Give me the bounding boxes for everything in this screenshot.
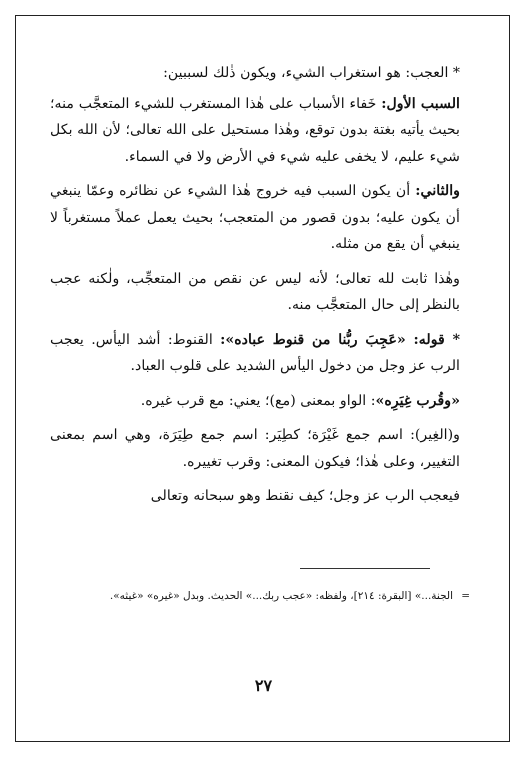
paragraph [50, 483, 460, 510]
paragraph-lead: السبب الأول: [381, 95, 460, 112]
paragraph-text: و(الغِير): اسم جمع غَيْرَة؛ كطِيَر: اسم جمع طِيَرَة، وهي اسم بمعنى التغيير، وعلى هٰذا؛ فيكون المعنى: وقرب تغييره. [50, 427, 460, 470]
paragraph-text: * العجب: هو استغراب الشيء، ويكون ذٰلك لسببين: [163, 65, 460, 81]
paragraph [50, 60, 460, 87]
footnote-marker: = [461, 590, 470, 602]
footnote [80, 586, 470, 606]
paragraph-lead: * قوله: «عَجِبَ ربُّنا من قنوط عباده»: [220, 331, 460, 348]
footnote-divider [300, 568, 430, 569]
paragraph-text: فيعجب الرب عز وجل؛ كيف نقنط وهو سبحانه وتعالى [150, 488, 460, 504]
paragraph-text: خَفاء الأسباب على هٰذا المستغرب للشيء المتعجَّب منه؛ بحيث يأتيه بغتة بدون توقع، وهٰذا مستحيل على الله تعالى؛ لأن الله بكل شيء عليم، لا يخفى عليه شيء في الأرض ولا في السماء. [50, 95, 460, 165]
page-number: ٢٧ [254, 676, 273, 695]
paragraph [50, 388, 460, 415]
paragraph [50, 327, 460, 380]
paragraph-text: أن يكون السبب فيه خروج هٰذا الشيء عن نظائره وعمّا ينبغي أن يكون عليه؛ بدون قصور من المتعجب؛ بحيث يعمل عملاً مستغرباً لا ينبغي أن يقع من مثله. [50, 183, 460, 252]
paragraph [50, 178, 460, 258]
paragraph-lead: والثاني: [415, 183, 460, 199]
paragraph [50, 422, 460, 475]
paragraph [50, 266, 460, 319]
paragraph-lead: «وقُرب غِيَرِه» [375, 392, 460, 409]
paragraph-text: : الواو بمعنى (مع)؛ يعني: مع قرب غيره. [140, 392, 376, 409]
paragraph-text: وهٰذا ثابت لله تعالى؛ لأنه ليس عن نقص من المتعجِّب، ولٰكنه عجب بالنظر إلى حال المتعجَّب منه. [50, 270, 460, 313]
paragraph-text: القنوط: أشد اليأس. يعجب الرب عز وجل من دخول اليأس الشديد على قلوب العباد. [50, 331, 460, 374]
paragraph [50, 91, 460, 171]
footnote-text: الجنة...» [البقرة: ٢١٤]، ولفظه: «عجب ربك...» الحديث. وبدل «غيره» «غيثه». [109, 590, 453, 602]
main-text [50, 60, 460, 518]
